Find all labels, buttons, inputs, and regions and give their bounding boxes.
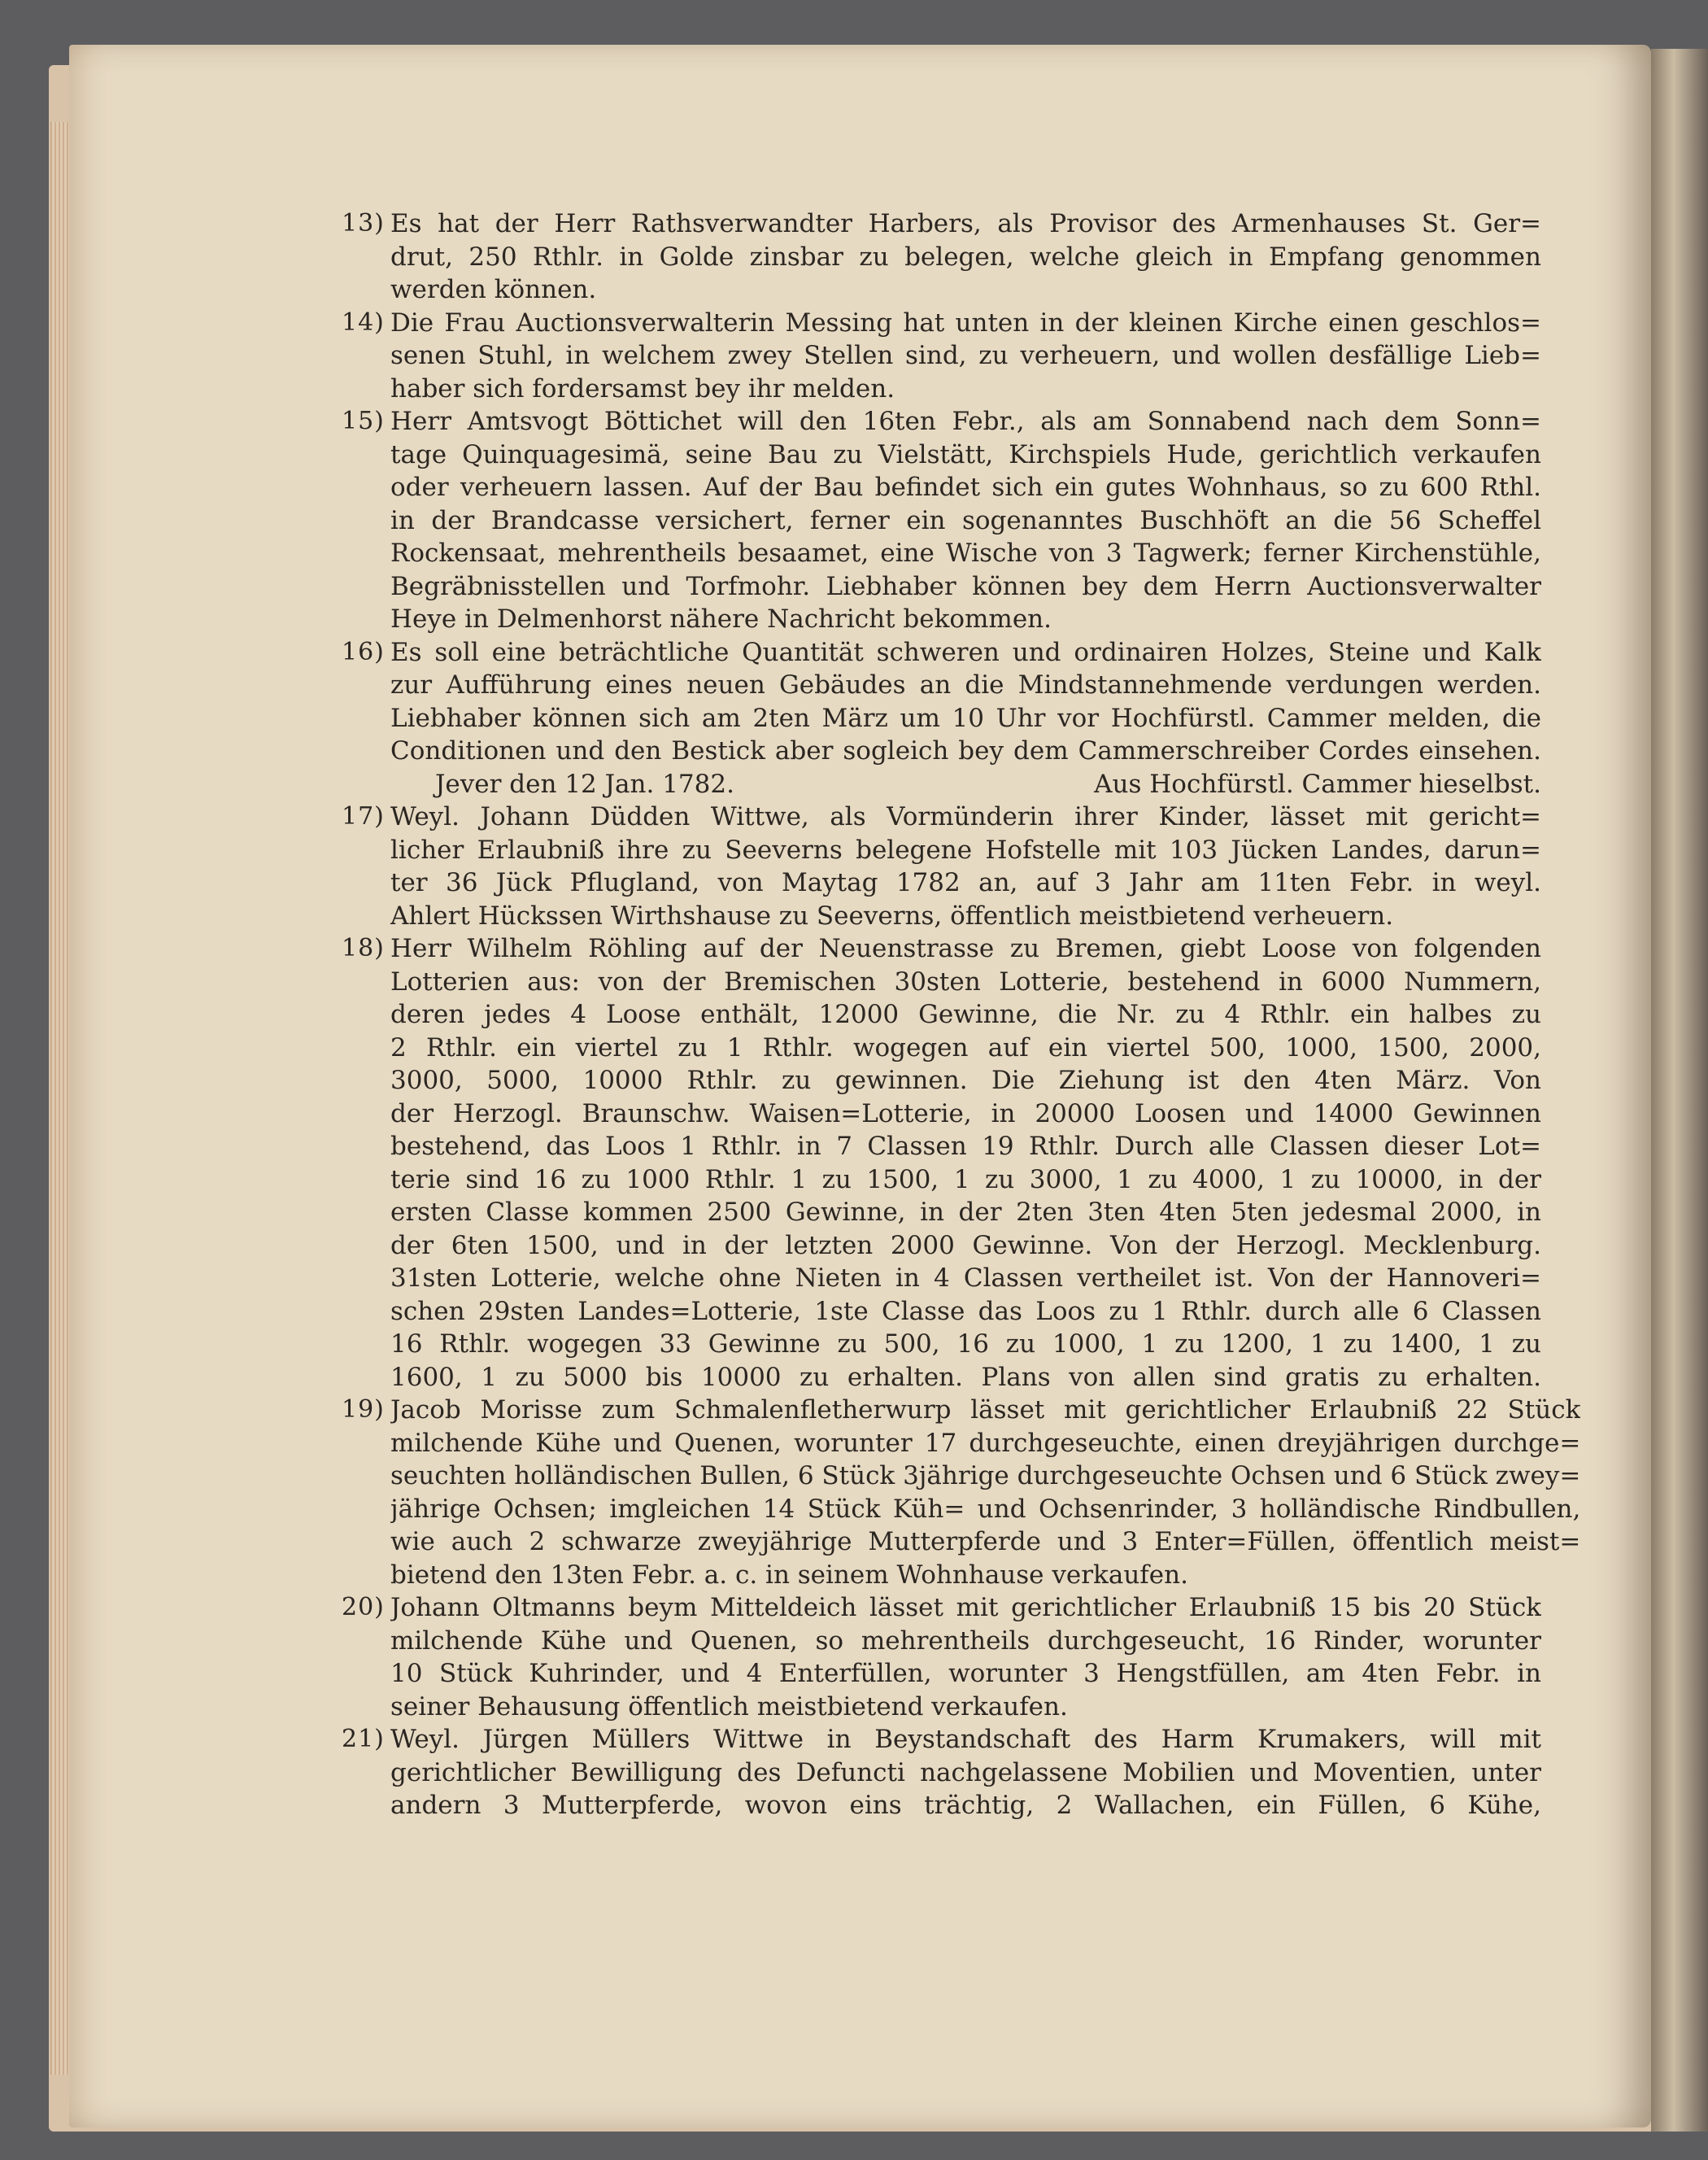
text-line: Weyl. Jürgen Müllers Wittwe in Beystandschaft des Harm Krumakers, will mit bbox=[390, 1725, 1541, 1754]
signature-place-date: Jever den 12 Jan. 1782. bbox=[435, 769, 734, 799]
entry-number: 13) bbox=[342, 209, 385, 238]
text-line: deren jedes 4 Loose enthält, 12000 Gewinne, die Nr. zu 4 Rthlr. ein halbes zu bbox=[390, 1000, 1541, 1029]
entry-number: 15) bbox=[342, 407, 385, 435]
text-line: Johann Oltmanns beym Mitteldeich lässet mit gerichtlicher Erlaubniß 15 bis 20 Stück bbox=[390, 1593, 1541, 1622]
text-line: Die Frau Auctionsverwalterin Messing hat unten in der kleinen Kirche einen geschlos= bbox=[390, 308, 1541, 338]
text-line: milchende Kühe und Quenen, so mehrentheils durchgeseucht, 16 Rinder, worunter bbox=[390, 1625, 1541, 1656]
page-text bbox=[342, 207, 1581, 1822]
text-line: Jacob Morisse zum Schmalenfletherwurp lässet mit gerichtlicher Erlaubniß 22 Stück bbox=[390, 1395, 1581, 1425]
text-line: Conditionen und den Bestick aber sogleich bey dem Cammerschreiber Cordes einsehen. bbox=[390, 736, 1541, 766]
text-line: 1600, 1 zu 5000 bis 10000 zu erhalten. Plans von allen sind gratis zu erhalten. bbox=[390, 1362, 1541, 1392]
signature-line bbox=[390, 768, 1541, 801]
entry-number: 17) bbox=[342, 802, 385, 831]
text-line: oder verheuern lassen. Auf der Bau befindet sich ein gutes Wohnhaus, so zu 600 Rthl. bbox=[390, 473, 1541, 502]
text-line: Weyl. Johann Düdden Wittwe, als Vormünderin ihrer Kinder, lässet mit gericht= bbox=[390, 802, 1541, 831]
text-line: Es hat der Herr Rathsverwandter Harbers, als Provisor des Armenhauses St. Ger= bbox=[390, 209, 1541, 238]
text-line: gerichtlicher Bewilligung des Defuncti nachgelassene Mobilien und Moventien, unter bbox=[390, 1757, 1541, 1787]
signature-authority: Aus Hochfürstl. Cammer hieselbst. bbox=[1094, 769, 1541, 799]
text-line: milchende Kühe und Quenen, worunter 17 durchgeseuchte, einen dreyjährigen durchge= bbox=[390, 1428, 1581, 1458]
entry-16 bbox=[342, 636, 1541, 801]
text-line: andern 3 Mutterpferde, wovon eins trächtig, 2 Wallachen, ein Füllen, 6 Kühe, bbox=[390, 1791, 1541, 1820]
text-line: terie sind 16 zu 1000 Rthlr. 1 zu 1500, 1 zu 3000, 1 zu 4000, 1 zu 10000, in der bbox=[390, 1164, 1541, 1194]
entry-21 bbox=[342, 1723, 1541, 1822]
text-line: Rockensaat, mehrentheils besaamet, eine Wische von 3 Tagwerk; ferner Kirchenstühle, bbox=[390, 539, 1541, 568]
text-line: haber sich fordersamst bey ihr melden. bbox=[390, 373, 895, 404]
text-line: wie auch 2 schwarze zweyjährige Mutterpferde und 3 Enter=Füllen, öffentlich meist= bbox=[390, 1527, 1581, 1556]
entry-17 bbox=[342, 801, 1541, 932]
entry-number: 20) bbox=[342, 1593, 385, 1621]
text-line: seiner Behausung öffentlich meistbietend verkaufen. bbox=[390, 1691, 1068, 1721]
text-line: Lotterien aus: von der Bremischen 30sten Lotterie, bestehend in 6000 Nummern, bbox=[390, 967, 1541, 997]
text-line: Herr Wilhelm Röhling auf der Neuenstrasse zu Bremen, giebt Loose von folgenden bbox=[390, 934, 1541, 963]
entry-18 bbox=[342, 932, 1541, 1394]
entry-number: 18) bbox=[342, 934, 385, 962]
text-line: 16 Rthlr. wogegen 33 Gewinne zu 500, 16 zu 1000, 1 zu 1200, 1 zu 1400, 1 zu bbox=[390, 1329, 1541, 1359]
text-line: schen 29sten Landes=Lotterie, 1ste Classe das Loos zu 1 Rthlr. durch alle 6 Classen bbox=[390, 1296, 1541, 1326]
text-line: tage Quinquagesimä, seine Bau zu Vielstätt, Kirchspiels Hude, gerichtlich verkaufen bbox=[390, 439, 1541, 469]
text-line: Ahlert Hückssen Wirthshause zu Seeverns, öffentlich meistbietend verheuern. bbox=[390, 901, 1394, 931]
text-line: jährige Ochsen; imgleichen 14 Stück Küh= und Ochsenrinder, 3 holländische Rindbullen, bbox=[390, 1494, 1581, 1524]
text-line: 31sten Lotterie, welche ohne Nieten in 4 Classen vertheilet ist. Von der Hannoveri= bbox=[390, 1263, 1541, 1293]
text-line: drut, 250 Rthlr. in Golde zinsbar zu belegen, welche gleich in Empfang genommen bbox=[390, 242, 1541, 272]
entry-number: 21) bbox=[342, 1725, 385, 1753]
book-gutter bbox=[1651, 49, 1708, 2132]
entry-20 bbox=[342, 1591, 1541, 1723]
text-line: 2 Rthlr. ein viertel zu 1 Rthlr. wogegen auf ein viertel 500, 1000, 1500, 2000, bbox=[390, 1032, 1541, 1063]
text-line: in der Brandcasse versichert, ferner ein sogenanntes Buschhöft an die 56 Scheffel bbox=[390, 505, 1541, 535]
text-line: licher Erlaubniß ihre zu Seeverns belegene Hofstelle mit 103 Jücken Landes, darun= bbox=[390, 835, 1541, 865]
text-line: werden können. bbox=[390, 275, 597, 304]
entry-15 bbox=[342, 405, 1541, 636]
text-line: ter 36 Jück Pflugland, von Maytag 1782 an, auf 3 Jahr am 11ten Febr. in weyl. bbox=[390, 868, 1541, 897]
entry-19 bbox=[342, 1394, 1581, 1591]
text-line: bestehend, das Loos 1 Rthlr. in 7 Classen 19 Rthlr. Durch alle Classen dieser Lot= bbox=[390, 1132, 1541, 1161]
text-line: 10 Stück Kuhrinder, und 4 Enterfüllen, worunter 3 Hengstfüllen, am 4ten Febr. in bbox=[390, 1659, 1541, 1688]
text-line: ersten Classe kommen 2500 Gewinne, in der 2ten 3ten 4ten 5ten jedesmal 2000, in bbox=[390, 1198, 1541, 1227]
entry-14 bbox=[342, 307, 1541, 406]
text-line: seuchten holländischen Bullen, 6 Stück 3jährige durchgeseuchte Ochsen und 6 Stück zwey= bbox=[390, 1461, 1581, 1490]
text-line: Es soll eine beträchtliche Quantität schweren und ordinairen Holzes, Steine und Kalk bbox=[390, 637, 1541, 667]
text-line: senen Stuhl, in welchem zwey Stellen sind, zu verheuern, und wollen desfällige Lieb= bbox=[390, 341, 1541, 370]
text-line: Begräbnisstellen und Torfmohr. Liebhaber können bey dem Herrn Auctionsverwalter bbox=[390, 571, 1541, 601]
text-line: Heye in Delmenhorst nähere Nachricht bekommen. bbox=[390, 604, 1052, 634]
text-line: Liebhaber können sich am 2ten März um 10 Uhr vor Hochfürstl. Cammer melden, die bbox=[390, 703, 1541, 733]
text-line: bietend den 13ten Febr. a. c. in seinem Wohnhause verkaufen. bbox=[390, 1560, 1188, 1590]
text-line: zur Aufführung eines neuen Gebäudes an die Mindstannehmende verdungen werden. bbox=[390, 670, 1541, 700]
text-line: der Herzogl. Braunschw. Waisen=Lotterie, in 20000 Loosen und 14000 Gewinnen bbox=[390, 1098, 1541, 1128]
text-line: Herr Amtsvogt Böttichet will den 16ten Febr., als am Sonnabend nach dem Sonn= bbox=[390, 407, 1541, 436]
entry-13 bbox=[342, 207, 1541, 307]
text-line: der 6ten 1500, und in der letzten 2000 Gewinne. Von der Herzogl. Mecklenburg. bbox=[390, 1230, 1541, 1260]
text-line: 3000, 5000, 10000 Rthlr. zu gewinnen. Die Ziehung ist den 4ten März. Von bbox=[390, 1066, 1541, 1095]
entry-number: 19) bbox=[342, 1395, 385, 1424]
entry-number: 16) bbox=[342, 637, 385, 666]
entry-number: 14) bbox=[342, 308, 385, 337]
